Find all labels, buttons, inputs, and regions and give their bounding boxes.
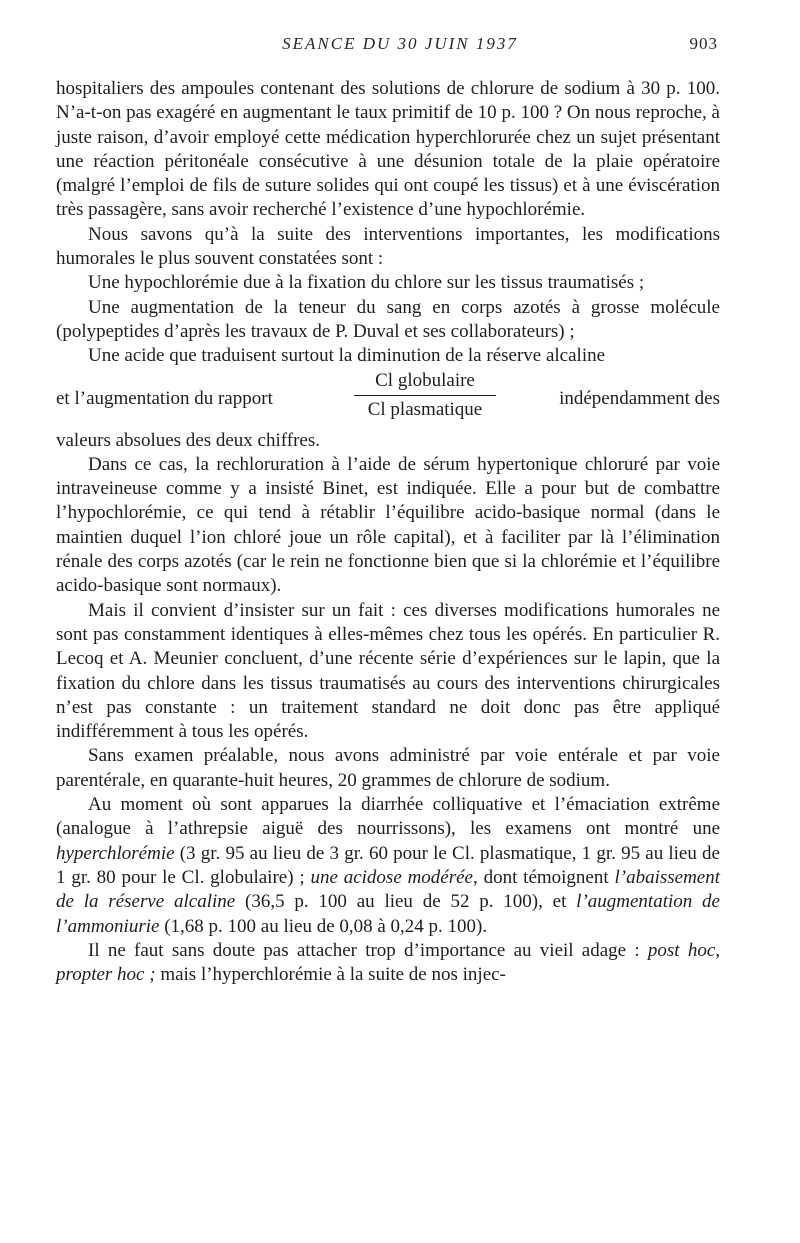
text-segment: Dans ce cas, la rechloruration à l’aide de sérum hypertonique chloruré par voie intraveineuse comme y a insisté Binet, est indiquée. Elle a pour but de combattre l’hypochlorémie, ce qui tend à rétablir l’équilibre acido-basique normal (dans le maintien duquel l’ion chloré joue un rôle capital), et à faciliter par là l’élimination rénale des corps azotés (car le rein ne fonctionne bien que si la chlorémie et l’équilibre acido-basique sont normaux). (56, 453, 720, 597)
text-segment: hospitaliers des ampoules contenant des solutions de chlorure de sodium à 30 p. 100. N’a-t-on pas exagéré en augmentant le taux primitif de 10 p. 100 ? On nous reproche, à juste raison, d’avoir employé cette médication hyperchlorurée chez un sujet présentant une réaction péritonéale consécutive à une désunion totale de la plaie opératoire (malgré l’emploi de fils de suture solides qui ont coupé les tissus) et à une éviscération très passagère, sans avoir recherché l’existence d’une hypochlorémie. (56, 78, 720, 221)
paragraph (56, 223, 720, 272)
text-segment: (36,5 p. 100 au lieu de 52 p. 100), et (235, 891, 577, 913)
text-segment: Nous savons qu’à la suite des interventions importantes, les modifications humorales le plus souvent constatées sont : (56, 223, 720, 270)
fraction-numerator: Cl globulaire (375, 369, 475, 391)
fraction (354, 369, 496, 422)
fraction-denominator: Cl plasmatique (367, 398, 483, 420)
body-text (56, 77, 720, 987)
paragraph (56, 296, 720, 345)
text-segment: Mais il convient d’insister sur un fait : ces diverses modifications humorales ne sont pas constamment identiques à elles-mêmes chez tous les opérés. En particulier R. Lecoq et A. Meunier concluent, d’une récente série d’expériences sur le lapin, que la fixation du chlore dans les tissus traumatisés au cours des interventions chirurgicales n’est pas constante : un traitement standard ne doit donc pas être appliqué indifféremment à tous les opérés. (56, 599, 720, 743)
text-segment: Sans examen préalable, nous avons administré par voie entérale et par voie parentérale, en quarante-huit heures, 20 grammes de chlorure de sodium. (56, 745, 720, 791)
paragraph (56, 271, 720, 295)
text-segment: Une acide que traduisent surtout la diminution de la réserve alcaline (88, 345, 606, 367)
paragraph (56, 344, 720, 368)
paragraph (56, 453, 720, 599)
text-segment: (1,68 p. 100 au lieu de 0,08 à 0,24 p. 100). (159, 915, 488, 937)
text-segment: valeurs absolues des deux chiffres. (56, 429, 320, 451)
italic-text-segment: l’augmentation de l’ammoniurie (56, 891, 720, 937)
running-title: SEANCE DU 30 JUIN 1937 (282, 34, 518, 53)
paragraph (56, 599, 720, 745)
text-segment: (3 gr. 95 au lieu de 3 gr. 60 pour le Cl. plasmatique, 1 gr. 95 au lieu de 1 gr. 80 pour le Cl. globulaire) ; (56, 842, 720, 888)
text-segment: mais l’hyperchlorémie à la suite de nos injec- (155, 964, 506, 986)
text-segment: , dont témoignent (473, 866, 615, 888)
italic-text-segment: une acidose modérée (310, 866, 473, 888)
italic-text-segment: hyperchlorémie (56, 842, 175, 864)
text-segment: Une augmentation de la teneur du sang en corps azotés à grosse molécule (polypeptides d’après les travaux de P. Duval et ses collaborateurs) ; (56, 296, 720, 342)
fraction-bar (354, 395, 496, 396)
text-segment: Il ne faut sans doute pas attacher trop d’importance au vieil adage : (88, 939, 648, 961)
paragraph (56, 793, 720, 939)
italic-text-segment: post hoc, propter hoc ; (56, 939, 720, 986)
paragraph (56, 77, 720, 223)
italic-text-segment: l’abaissement de la réserve alcaline (56, 866, 721, 913)
text-segment: Au moment où sont apparues la diarrhée colliquative et l’émaciation extrême (analogue à l’athrepsie aiguë des nourrissons), les examens ont montré une (56, 794, 720, 840)
ratio-line (56, 369, 720, 429)
paragraph (56, 429, 720, 453)
paragraph (56, 744, 720, 793)
running-header (0, 34, 800, 60)
ratio-trail-text: indépendamment des (559, 387, 720, 409)
page-number: 903 (689, 34, 718, 53)
text-segment: Une hypochlorémie due à la fixation du chlore sur les tissus traumatisés ; (88, 272, 645, 294)
ratio-lead-text: et l’augmentation du rapport (56, 387, 273, 409)
paragraph (56, 939, 720, 988)
